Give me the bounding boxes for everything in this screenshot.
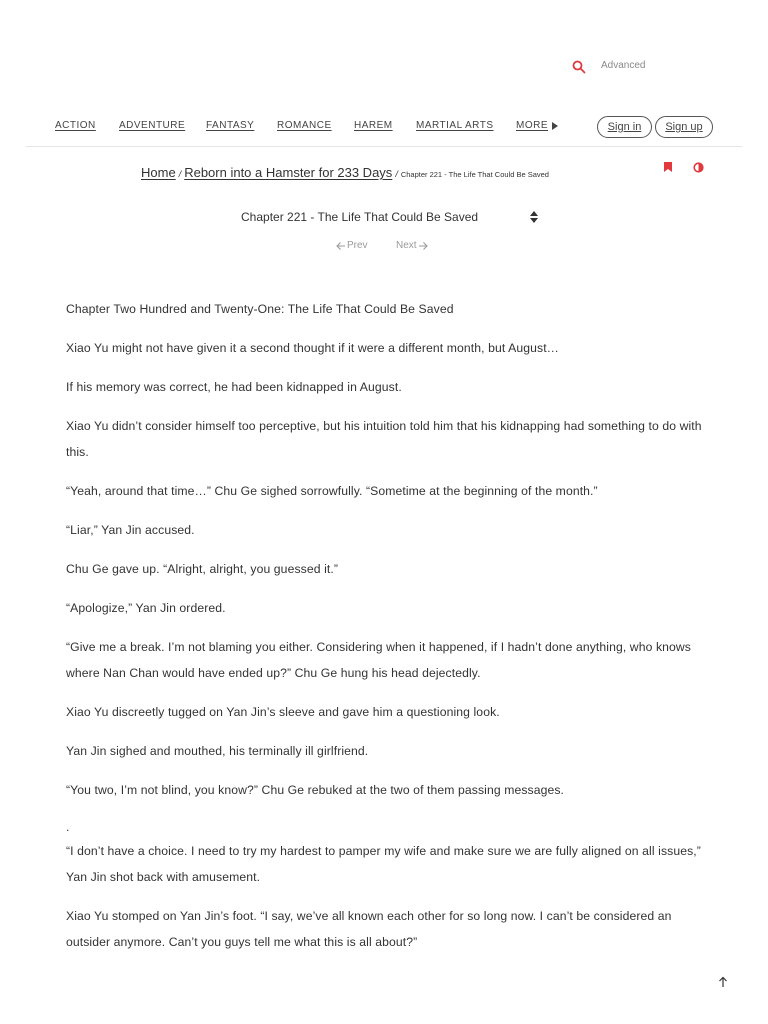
content-paragraph: Chu Ge gave up. “Alright, alright, you guessed it.” (66, 562, 339, 576)
breadcrumb-home-link[interactable]: Home (141, 165, 176, 180)
content-paragraph: . (66, 820, 70, 834)
genre-more-link[interactable] (516, 120, 558, 131)
breadcrumb-separator: / (395, 169, 398, 179)
caret-right-icon (552, 122, 558, 130)
genre-more-label: MORE (516, 120, 548, 131)
content-paragraph: “Liar,” Yan Jin accused. (66, 523, 195, 537)
sign-in-button[interactable]: Sign in (597, 116, 652, 138)
content-paragraph: “Yeah, around that time…” Chu Ge sighed sorrowfully. “Sometime at the beginning of the month.” (66, 484, 598, 498)
genre-romance-link[interactable]: ROMANCE (277, 120, 332, 131)
contrast-icon[interactable] (693, 162, 704, 173)
header-divider (26, 146, 742, 147)
bookmark-icon[interactable] (664, 162, 672, 172)
content-paragraph: “You two, I’m not blind, you know?” Chu Ge rebuked at the two of them passing messages. (66, 783, 565, 797)
content-paragraph: Xiao Yu discreetly tugged on Yan Jin’s sleeve and gave him a questioning look. (66, 705, 500, 719)
arrow-left-icon (336, 241, 346, 251)
content-paragraph: “Apologize,” Yan Jin ordered. (66, 601, 226, 615)
prev-chapter-button[interactable] (336, 240, 368, 251)
content-paragraph: If his memory was correct, he had been kidnapped in August. (66, 380, 402, 394)
chapter-content (66, 296, 706, 968)
genre-adventure-link[interactable]: ADVENTURE (119, 120, 186, 131)
breadcrumb-novel-link[interactable]: Reborn into a Hamster for 233 Days (184, 165, 393, 180)
chapter-heading: Chapter Two Hundred and Twenty-One: The Life That Could Be Saved (66, 302, 454, 316)
chapter-select[interactable] (241, 207, 538, 227)
chapter-select-value: Chapter 221 - The Life That Could Be Saved (241, 210, 479, 224)
breadcrumb-current-chapter: Chapter 221 - The Life That Could Be Saved (400, 170, 549, 179)
content-paragraph: Xiao Yu didn’t consider himself too perceptive, but his intuition told him that his kidnapping had something to do with this. (66, 419, 702, 459)
genre-action-link[interactable]: ACTION (55, 120, 96, 131)
content-paragraph: Xiao Yu might not have given it a second thought if it were a different month, but August… (66, 341, 559, 355)
sort-caret-icon (530, 211, 538, 223)
content-paragraph: Xiao Yu stomped on Yan Jin’s foot. “I say, we’ve all known each other for so long now. I can’t be considered an outsider anymore. Can’t you guys tell me what this is all about?” (66, 909, 672, 949)
breadcrumb-separator: / (178, 169, 182, 179)
arrow-right-icon (418, 241, 428, 251)
next-chapter-button[interactable] (396, 240, 428, 251)
genre-harem-link[interactable]: HAREM (354, 120, 393, 131)
genre-martial-arts-link[interactable]: MARTIAL ARTS (416, 120, 494, 131)
advanced-search-link[interactable]: Advanced (601, 60, 646, 71)
content-paragraph: Yan Jin sighed and mouthed, his terminally ill girlfriend. (66, 744, 369, 758)
search-icon[interactable] (572, 60, 586, 74)
breadcrumb (141, 165, 549, 180)
content-paragraph: “I don’t have a choice. I need to try my hardest to pamper my wife and make sure we are fully aligned on all issues,” Yan Jin shot back with amusement. (66, 844, 701, 884)
arrow-up-icon[interactable] (717, 976, 729, 988)
prev-chapter-label: Prev (347, 240, 368, 251)
next-chapter-label: Next (396, 240, 417, 251)
sign-up-button[interactable]: Sign up (655, 116, 713, 138)
content-paragraph: “Give me a break. I’m not blaming you either. Considering when it happened, if I hadn’t done anything, who knows where Nan Chan would have ended up?” Chu Ge hung his head dejectedly. (66, 640, 691, 680)
genre-fantasy-link[interactable]: FANTASY (206, 120, 255, 131)
